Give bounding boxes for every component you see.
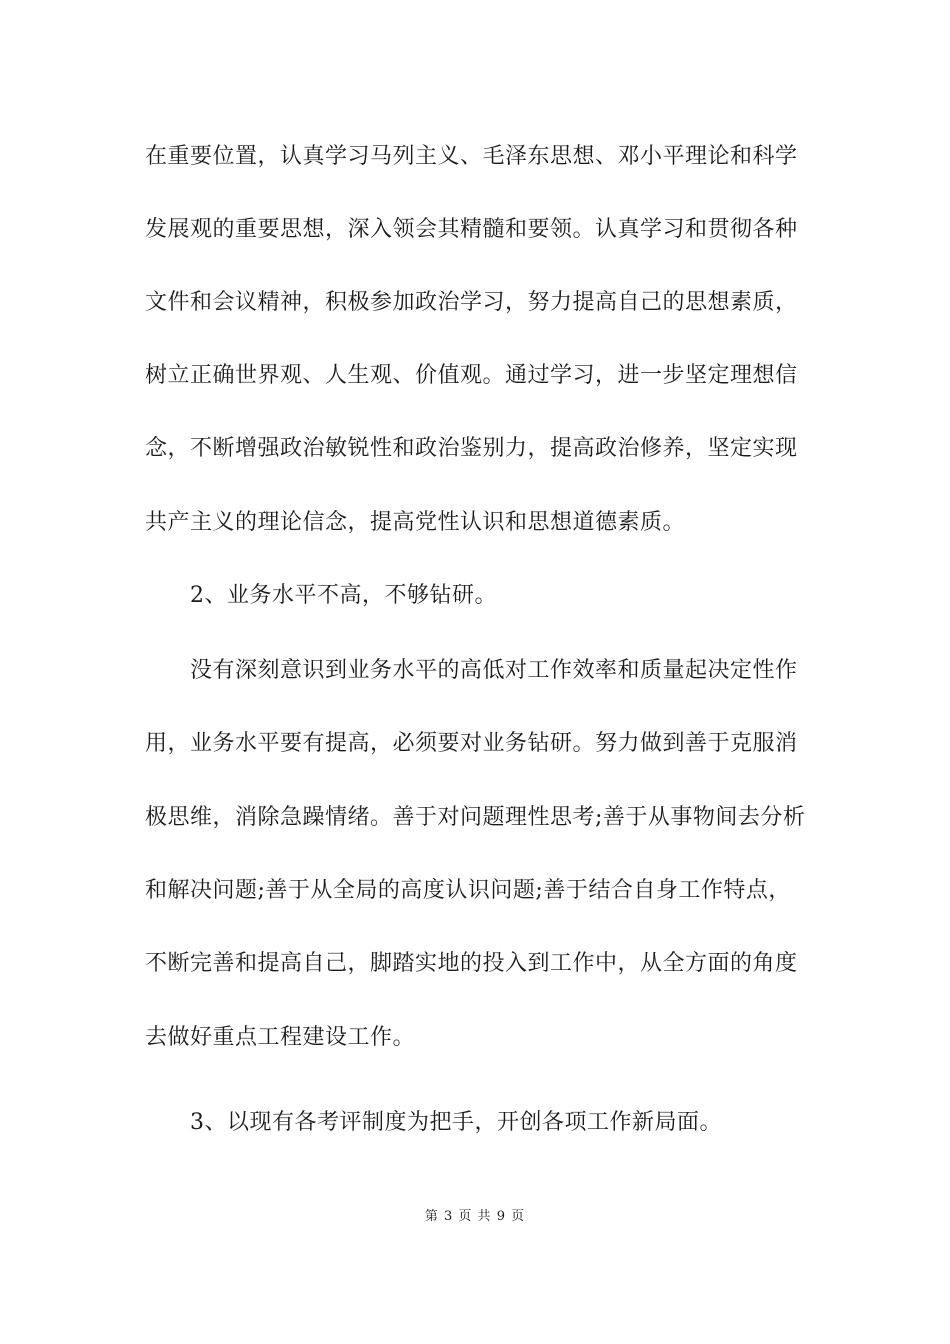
paragraph-line: 去做好重点工程建设工作。 <box>145 1025 416 1050</box>
paragraph-line: 极思维，消除急躁情绪。善于对问题理性思考;善于从事物间去分析 <box>145 805 806 830</box>
paragraph-line: 和解决问题;善于从全局的高度认识问题;善于结合自身工作特点， <box>145 878 791 903</box>
paragraph-line: 没有深刻意识到业务水平的高低对工作效率和质量起决定性作 <box>190 658 798 683</box>
section-heading: 2、业务水平不高，不够钻研。 <box>190 583 497 608</box>
section-heading: 3、以现有各考评制度为把手，开创各项工作新局面。 <box>190 1110 722 1135</box>
paragraph-line: 共产主义的理论信念，提高党性认识和思想道德素质。 <box>145 510 686 535</box>
paragraph-line: 发展观的重要思想，深入领会其精髓和要领。认真学习和贯彻各种 <box>145 217 798 242</box>
paragraph-line: 文件和会议精神，积极参加政治学习，努力提高自己的思想素质， <box>145 290 798 315</box>
paragraph-line: 不断完善和提高自己，脚踏实地的投入到工作中，从全方面的角度 <box>145 951 798 976</box>
paragraph-line: 用，业务水平要有提高，必须要对业务钻研。努力做到善于克服消 <box>145 731 798 756</box>
paragraph-line: 树立正确世界观、人生观、价值观。通过学习，进一步坚定理想信 <box>145 363 798 388</box>
page-number-footer: 第 3 页 共 9 页 <box>424 1209 526 1224</box>
paragraph-line: 在重要位置，认真学习马列主义、毛泽东思想、邓小平理论和科学 <box>145 144 798 169</box>
paragraph-line: 念，不断增强政治敏锐性和政治鉴别力，提高政治修养，坚定实现 <box>145 436 798 461</box>
